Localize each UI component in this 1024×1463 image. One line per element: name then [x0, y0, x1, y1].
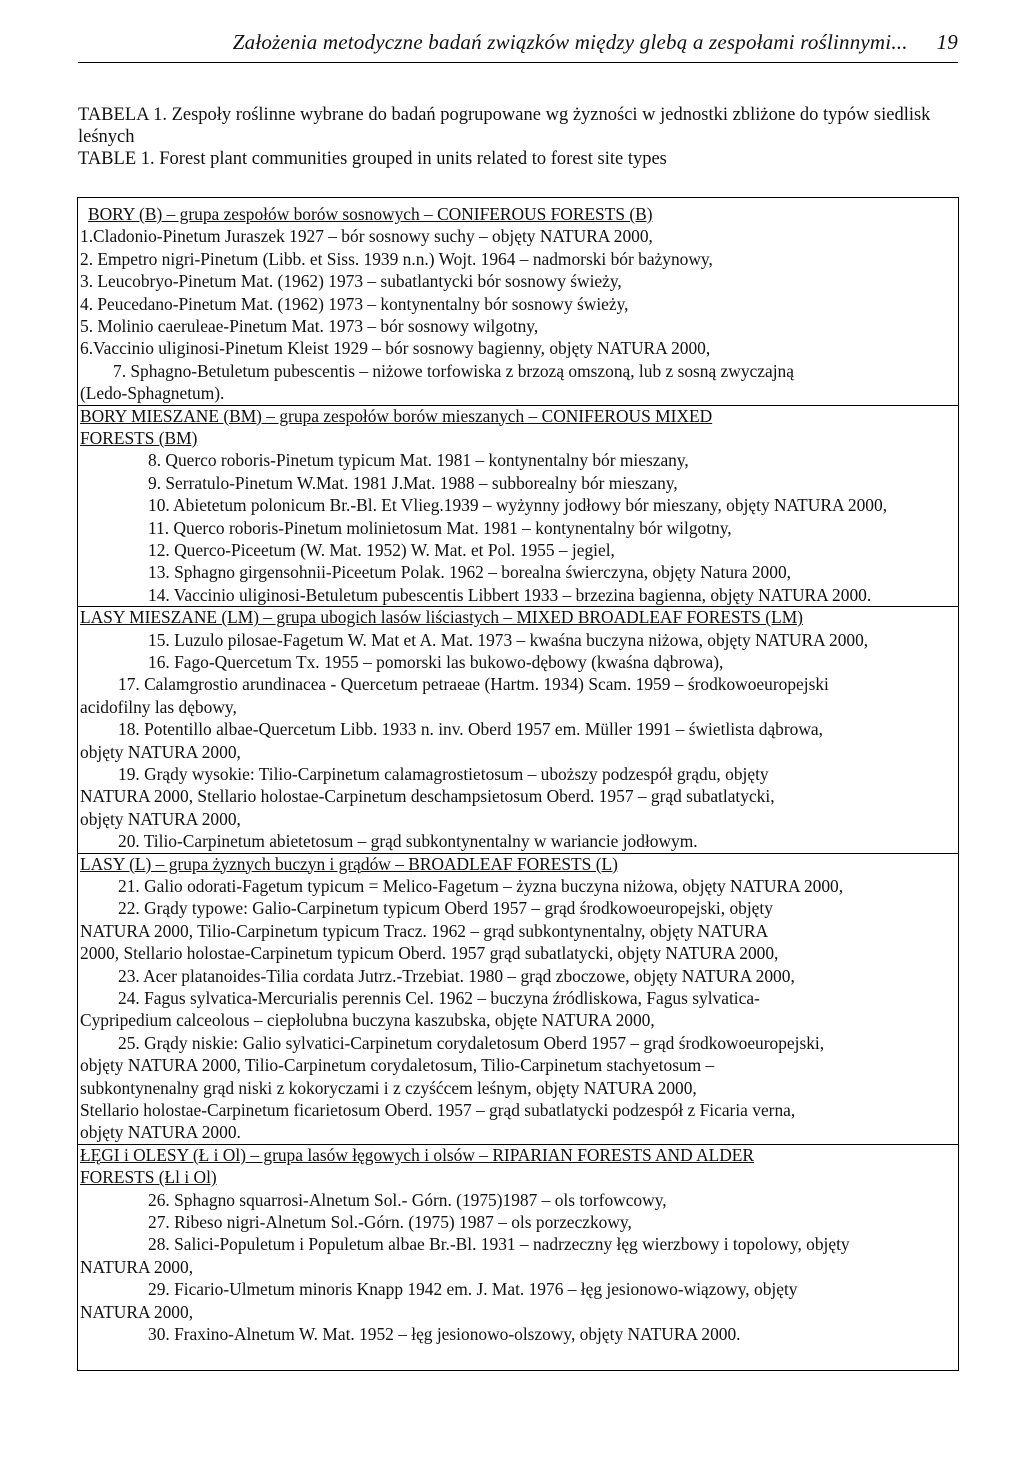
table-entry-line: objęty NATURA 2000,: [80, 741, 241, 762]
table-entry-line: NATURA 2000,: [80, 1301, 194, 1322]
table-entry-line: 19. Grądy wysokie: Tilio-Carpinetum calamagrostietosum – uboższy podzespół grądu, objęty: [118, 764, 769, 784]
running-header: [78, 28, 958, 63]
table-entry-line: 17. Calamgrostio arundinacea - Quercetum petraeae (Hartm. 1934) Scam. 1959 – środkowoeuropejski: [118, 674, 829, 695]
table-entry-line: 27. Ribeso nigri-Alnetum Sol.-Górn. (1975) 1987 – ols porzeczkowy,: [148, 1212, 632, 1232]
table-entry-line: objęty NATURA 2000, Tilio-Carpinetum corydaletosum, Tilio-Carpinetum stachyetosum –: [80, 1055, 715, 1076]
table-entry-line: 28. Salici-Populetum i Populetum albae Br.-Bl. 1931 – nadrzeczny łęg wierzbowy i topolowy, objęty: [148, 1234, 850, 1255]
table-entry-line: 18. Potentillo albae-Quercetum Libb. 1933 n. inv. Oberd 1957 em. Müller 1991 – świetlista dąbrowa,: [118, 719, 823, 740]
table-entry-line: objęty NATURA 2000.: [80, 1122, 241, 1143]
section-heading-line: ŁĘGI i OLESY (Ł i Ol) – grupa lasów łęgowych i olsów – RIPARIAN FORESTS AND ALDER: [80, 1144, 755, 1165]
table-entry-line: NATURA 2000,: [80, 1256, 194, 1277]
table-entry-line: 25. Grądy niskie: Galio sylvatici-Carpinetum corydaletosum Oberd 1957 – grąd środkowoeuropejski,: [118, 1032, 825, 1053]
table-caption-pl: TABELA 1. Zespoły roślinne wybrane do badań pogrupowane wg żyzności w jednostki zbliżone do typów siedlisk leśnych: [78, 105, 931, 147]
table-entry-line: acidofilny las dębowy,: [80, 696, 237, 717]
table-entry-line: 23. Acer platanoides-Tilia cordata Jutrz.-Trzebiat. 1980 – grąd zboczowe, objęty NATURA 2000,: [118, 965, 795, 986]
section-heading-line: BORY (B) – grupa zespołów borów sosnowych – CONIFEROUS FORESTS (B): [88, 204, 653, 224]
table-entry-line: 21. Galio odorati-Fagetum typicum = Melico-Fagetum – żyzna buczyna niżowa, objęty NATURA 2000,: [118, 876, 844, 896]
table-entry-line: 11. Querco roboris-Pinetum molinietosum Mat. 1981 – kontynentalny bór wilgotny,: [148, 517, 732, 538]
section-heading-line: LASY MIESZANE (LM) – grupa ubogich lasów liściastych – MIXED BROADLEAF FORESTS (LM): [80, 607, 803, 628]
table-entry-line: 29. Ficario-Ulmetum minoris Knapp 1942 em. J. Mat. 1976 – łęg jesionowo-wiązowy, objęty: [148, 1279, 798, 1300]
table-entry-line: 14. Vaccinio uliginosi-Betuletum pubescentis Libbert 1933 – brzezina bagienna, objęty NATURA 2000.: [148, 584, 872, 605]
table-entry-line: NATURA 2000, Tilio-Carpinetum typicum Tracz. 1962 – grąd subkontynentalny, objęty NATURA: [80, 920, 769, 941]
table-entry-line: 24. Fagus sylvatica-Mercurialis perennis Cel. 1962 – buczyna źródliskowa, Fagus sylvatica-: [118, 988, 760, 1008]
table-entry-line: 3. Leucobryo-Pinetum Mat. (1962) 1973 – subatlantycki bór sosnowy świeży,: [80, 271, 622, 292]
table-caption-en: TABLE 1. Forest plant communities grouped in units related to forest site types: [78, 149, 667, 169]
table-entry-line: objęty NATURA 2000,: [80, 808, 241, 829]
table-entry-line: 12. Querco-Piceetum (W. Mat. 1952) W. Mat. et Pol. 1955 – jegiel,: [148, 540, 615, 560]
section-separator: [78, 606, 958, 607]
table-entry-line: 8. Querco roboris-Pinetum typicum Mat. 1981 – kontynentalny bór mieszany,: [148, 450, 689, 471]
table-entry-line: NATURA 2000, Stellario holostae-Carpinetum deschampsietosum Oberd. 1957 – grąd subatlatycki,: [80, 786, 775, 807]
table-entry-line: 7. Sphagno-Betuletum pubescentis – niżowe torfowiska z brzozą omszoną, lub z sosną zwyczajną: [113, 360, 794, 381]
table-box: [77, 197, 959, 1371]
table-entry-line: Stellario holostae-Carpinetum ficarietosum Oberd. 1957 – grąd subatlatycki podzespół z Ficaria verna,: [80, 1100, 796, 1120]
table-entry-line: 16. Fago-Quercetum Tx. 1955 – pomorski las bukowo-dębowy (kwaśna dąbrowa),: [148, 652, 724, 672]
table-entry-line: 2. Empetro nigri-Pinetum (Libb. et Siss. 1939 n.n.) Wojt. 1964 – nadmorski bór bażynowy,: [80, 248, 713, 269]
section-heading-line: BORY MIESZANE (BM) – grupa zespołów borów mieszanych – CONIFEROUS MIXED: [80, 405, 713, 426]
table-entry-line: 10. Abietetum polonicum Br.-Bl. Et Vlieg.1939 – wyżynny jodłowy bór mieszany, objęty NATURA 2000,: [148, 495, 888, 516]
table-entry-line: 1.Cladonio-Pinetum Juraszek 1927 – bór sosnowy suchy – objęty NATURA 2000,: [80, 226, 653, 247]
section-heading-line: LASY (L) – grupa żyznych buczyn i grądów – BROADLEAF FORESTS (L): [80, 853, 618, 874]
table-entry-line: 15. Luzulo pilosae-Fagetum W. Mat et A. Mat. 1973 – kwaśna buczyna niżowa, objęty NATURA 2000,: [148, 629, 869, 650]
table-entry-line: 2000, Stellario holostae-Carpinetum typicum Oberd. 1957 grąd subatlatycki, objęty NATURA 2000,: [80, 943, 779, 964]
table-entry-line: 5. Molinio caeruleae-Pinetum Mat. 1973 – bór sosnowy wilgotny,: [80, 316, 539, 336]
table-entry-line: 9. Serratulo-Pinetum W.Mat. 1981 J.Mat. 1988 – subborealny bór mieszany,: [148, 472, 678, 493]
table-entry-line: Cypripedium calceolous – ciepłolubna buczyna kaszubska, objęte NATURA 2000,: [80, 1010, 655, 1031]
table-entry-line: (Ledo-Sphagnetum).: [80, 383, 225, 404]
table-entry-line: 13. Sphagno girgensohnii-Piceetum Polak. 1962 – borealna świerczyna, objęty Natura 2000,: [148, 562, 791, 583]
section-separator: [78, 405, 958, 406]
section-separator: [78, 853, 958, 854]
section-separator: [78, 1144, 958, 1145]
section-heading-line: FORESTS (BM): [80, 428, 198, 448]
table-entry-line: 30. Fraxino-Alnetum W. Mat. 1952 – łęg jesionowo-olszowy, objęty NATURA 2000.: [148, 1324, 741, 1344]
table-entry-line: 22. Grądy typowe: Galio-Carpinetum typicum Oberd 1957 – grąd środkowoeuropejski, objęty: [118, 898, 773, 919]
header-title: Założenia metodyczne badań związków między glebą a zespołami roślinnymi...: [232, 30, 908, 54]
section-heading-line: FORESTS (Łl i Ol): [80, 1167, 217, 1188]
table-entry-line: 4. Peucedano-Pinetum Mat. (1962) 1973 – kontynentalny bór sosnowy świeży,: [80, 293, 629, 314]
table-entry-line: subkontynenalny grąd niski z kokoryczami i z czyśćcem leśnym, objęty NATURA 2000,: [80, 1077, 697, 1098]
table-entry-line: 26. Sphagno squarrosi-Alnetum Sol.- Górn. (1975)1987 – ols torfowcowy,: [148, 1189, 667, 1210]
table-entry-line: 20. Tilio-Carpinetum abietetosum – grąd subkontynentalny w wariancie jodłowym.: [118, 831, 698, 852]
table-entry-line: 6.Vaccinio uliginosi-Pinetum Kleist 1929 – bór sosnowy bagienny, objęty NATURA 2000,: [80, 338, 711, 359]
page-number: 19: [936, 30, 958, 54]
